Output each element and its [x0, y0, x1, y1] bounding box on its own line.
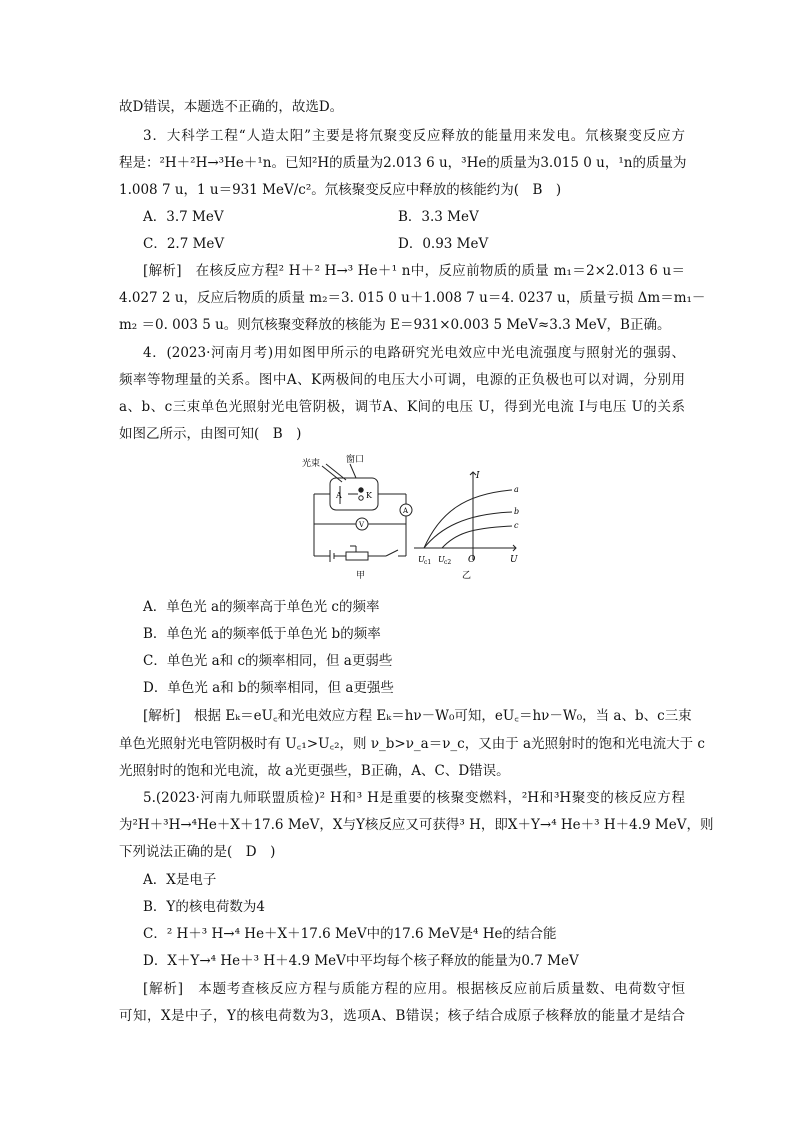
q5-option-a: A．X是电子 — [143, 872, 217, 888]
curve-label-c: c — [514, 521, 519, 530]
text-line: 故D错误，本题选不正确的，故选D。 — [119, 99, 344, 115]
q3-option-d: D．0.93 MeV — [398, 236, 489, 252]
circuit-and-graph — [290, 452, 530, 592]
q4-stem: 如图乙所示，由图可知( B ) — [119, 426, 302, 442]
q4-option-b: B．单色光 a的频率低于单色光 b的频率 — [143, 626, 381, 642]
label-ammeter: A — [403, 507, 409, 515]
q3-option-a: A．3.7 MeV — [143, 209, 224, 225]
uc2-label: U — [438, 555, 445, 564]
label-light-beam: 光束 — [302, 459, 321, 469]
q3-stem: 3．大科学工程“人造太阳”主要是将氘聚变反应释放的能量用来发电。氘核聚变反应方 — [143, 128, 685, 144]
q5-option-c: C．² H＋³ H→⁴ He＋X＋17.6 MeV中的17.6 MeV是⁴ He的结合能 — [143, 926, 557, 942]
label-anode: A — [336, 491, 342, 500]
q3-analysis: [解析] 在核反应方程² H＋² H→³ He＋¹ n中，反应前物质的质量 m₁＝2×2.013 6 u＝ — [143, 263, 685, 279]
switch — [386, 550, 398, 556]
uc1-subscript: c1 — [424, 559, 432, 566]
q5-analysis: [解析] 本题考查核反应方程与质能方程的应用。根据核反应前后质量数、电荷数守恒 — [143, 981, 685, 997]
q4-analysis: [解析] 根据 Eₖ＝eU꜀和光电效应方程 Eₖ＝hν－W₀可知，eU꜀＝hν－W₀，当 a、b、c三束 — [143, 708, 692, 724]
q5-option-b: B．Y的核电荷数为4 — [143, 899, 265, 915]
axis-label-i: I — [476, 471, 480, 481]
label-window: 窗口 — [346, 455, 365, 465]
q4-stem: 4．(2023·河南月考)用如图甲所示的电路研究光电效应中光电流强度与照射光的强弱、 — [143, 345, 685, 361]
uc1-label: U — [418, 555, 425, 564]
q5-option-d: D．X＋Y→⁴ He＋³ H＋4.9 MeV中平均每个核子释放的能量为0.7 MeV — [143, 953, 579, 969]
axis-label-u: U — [510, 555, 518, 565]
q3-analysis: m₂ ＝0. 003 5 u。则氘核聚变释放的核能为 E＝931×0.003 5 MeV≈3.3 MeV，B正确。 — [119, 317, 671, 333]
q4-option-a: A．单色光 a的频率高于单色光 c的频率 — [143, 599, 380, 615]
caption-right: 乙 — [462, 571, 472, 581]
curve-label-a: a — [514, 485, 519, 494]
curve-c — [442, 526, 512, 548]
rheostat — [346, 552, 368, 560]
q4-stem: a、b、c三束单色光照射光电管阴极，调节A、K间的电压 U，得到光电流 I与电压 U的关系 — [119, 399, 685, 415]
q3-option-b: B．3.3 MeV — [398, 209, 479, 225]
curve-label-b: b — [514, 507, 520, 516]
curve-b — [424, 512, 512, 548]
q3-stem: 1.008 7 u，1 u＝931 MeV/c²。氘核聚变反应中释放的核能约为( B ) — [119, 182, 562, 198]
q5-stem: 下列说法正确的是( D ) — [119, 844, 276, 860]
q5-analysis: 可知，X是中子，Y的核电荷数为3，选项A、B错误；核子结合成原子核释放的能量才是结合 — [119, 1008, 685, 1024]
q5-stem: 为²H＋³H→⁴He＋X＋17.6 MeV，X与Y核反应又可获得³ H，即X＋Y→⁴ He＋³ H＋4.9 MeV，则 — [119, 817, 714, 833]
label-voltmeter: V — [359, 521, 365, 529]
window-pointer — [350, 464, 356, 478]
q4-analysis: 光照射时的饱和光电流，故 a光更强些，B正确，A、C、D错误。 — [119, 763, 510, 779]
origin-label: O — [468, 555, 476, 565]
q4-option-c: C．单色光 a和 c的频率相同，但 a更弱些 — [143, 653, 393, 669]
q3-analysis: 4.027 2 u，反应后物质的质量 m₂＝3. 015 0 u＋1.008 7 u＝4. 0237 u，质量亏损 Δm＝m₁－ — [119, 290, 706, 306]
q4-stem: 频率等物理量的关系。图中A、K两极间的电压大小可调，电源的正负极也可以对调，分别用 — [119, 372, 685, 388]
uc2-subscript: c2 — [444, 559, 452, 566]
label-cathode: K — [366, 491, 372, 500]
q4-analysis: 单色光照射光电管阴极时有 U꜀₁>U꜀₂，则 ν_b>ν_a＝ν_c，又由于 a光照射时的饱和光电流大于 c — [119, 736, 705, 752]
q5-stem: 5.(2023·河南九师联盟质检)² H和³ H是重要的核聚变燃料，²H和³H聚变的核反应方程 — [143, 790, 685, 806]
q4-figure — [290, 452, 530, 592]
q3-stem: 程是：²H＋²H→³He＋¹n。已知²H的质量为2.013 6 u，³He的质量为3.015 0 u，¹n的质量为 — [119, 155, 687, 171]
q3-option-c: C．2.7 MeV — [143, 236, 225, 252]
q4-option-d: D．单色光 a和 b的频率相同，但 a更强些 — [143, 680, 394, 696]
caption-left: 甲 — [356, 571, 366, 581]
